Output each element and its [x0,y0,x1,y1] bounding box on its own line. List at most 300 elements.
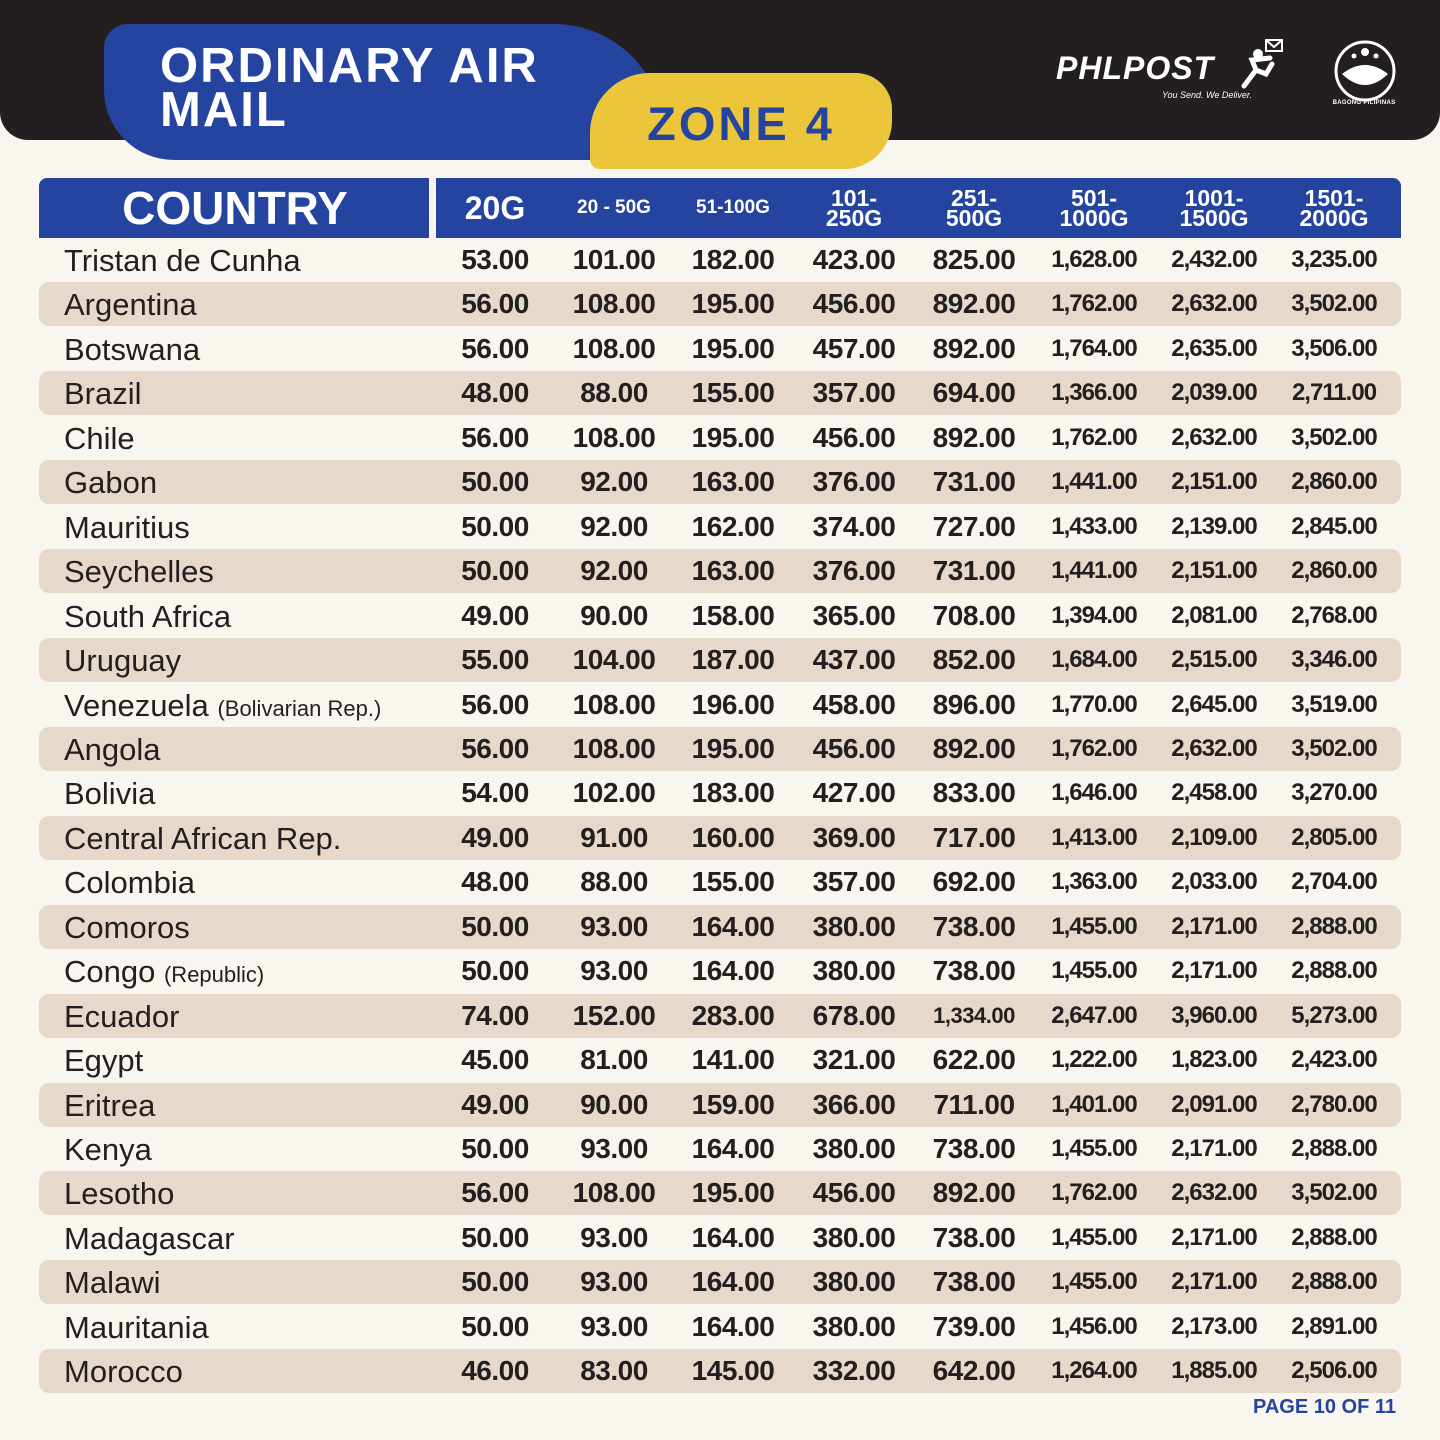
rate-cell: 456.00 [812,1177,896,1209]
country-name [64,549,214,593]
rate-cell: 1,363.00 [1051,868,1137,896]
rate-cell: 738.00 [932,1133,1016,1164]
rate-cell: 196.00 [691,688,775,720]
rate-cell: 2,506.00 [1291,1357,1377,1385]
rate-cell: 56.00 [461,421,529,453]
rate-cell: 2,860.00 [1291,557,1377,585]
rate-cell: 1,334.00 [933,1002,1015,1028]
country-name [64,460,157,504]
table-row [39,727,1401,771]
rate-cell: 738.00 [932,1266,1016,1298]
rate-cell: 162.00 [691,510,775,542]
rate-cell: 2,888.00 [1291,1268,1377,1296]
rate-cell: 1,455.00 [1051,912,1137,940]
rate-cell: 3,506.00 [1291,334,1377,362]
rate-cell: 183.00 [691,777,775,809]
table-row [39,994,1401,1038]
header-weight-col: 501- 1000G [1059,185,1129,231]
rate-cell: 1,413.00 [1051,823,1137,851]
rate-cell: 427.00 [812,777,896,809]
rate-cell: 1,455.00 [1051,957,1137,985]
rate-cell: 88.00 [580,866,648,898]
rate-cell: 3,270.00 [1291,779,1377,807]
country-name [64,238,301,282]
rate-cell: 380.00 [812,1221,896,1253]
rate-cell: 1,762.00 [1051,290,1137,318]
rate-cell: 50.00 [461,1310,529,1342]
country-name [64,771,155,815]
rate-cell: 49.00 [461,599,529,631]
rate-cell: 727.00 [932,510,1016,542]
rate-cell: 1,401.00 [1051,1090,1137,1118]
header-weight-col: 20G [464,190,526,226]
table-row [39,1083,1401,1127]
rate-cell: 2,711.00 [1291,379,1377,407]
rate-cell: 90.00 [580,1088,648,1120]
rate-cell: 1,455.00 [1051,1223,1137,1251]
rate-cell: 2,888.00 [1291,1135,1377,1162]
table-row [39,860,1401,904]
rate-cell: 50.00 [461,555,529,587]
rate-cell: 2,632.00 [1171,423,1257,451]
table-row [39,683,1401,727]
table-row [39,949,1401,993]
rate-cell: 678.00 [812,999,896,1031]
country-label: Uruguay [64,643,182,679]
header-weight-col: 1501- 2000G [1299,185,1369,231]
country-name [64,371,142,415]
rate-cell: 90.00 [580,599,648,631]
country-name [64,594,231,638]
rate-cell: 2,632.00 [1171,734,1257,762]
rate-cell: 54.00 [461,777,529,809]
rate-cell: 195.00 [691,1177,775,1209]
header-country: COUNTRY [122,182,348,234]
rate-cell: 642.00 [932,1355,1016,1387]
rate-cell: 158.00 [691,599,775,631]
rate-cell: 3,346.00 [1291,646,1377,674]
rate-cell: 164.00 [691,955,775,987]
rate-cell: 152.00 [572,999,656,1031]
rate-cell: 731.00 [932,555,1016,587]
country-name [64,949,264,993]
rate-cell: 195.00 [691,732,775,764]
table-row [39,638,1401,682]
rate-cell: 380.00 [812,1310,896,1342]
rate-cell: 50.00 [461,510,529,542]
country-name [64,1171,174,1215]
country-label: Angola [64,731,161,767]
rate-cell: 56.00 [461,332,529,364]
country-name [64,905,190,949]
rate-cell: 380.00 [812,1266,896,1298]
rate-cell: 2,109.00 [1171,823,1257,851]
country-label: Ecuador [64,998,180,1034]
rate-cell: 892.00 [932,1177,1016,1209]
country-label: Chile [64,420,135,456]
rate-cell: 2,151.00 [1171,557,1257,585]
rate-cell: 108.00 [572,1177,656,1209]
rate-cell: 376.00 [812,555,896,587]
country-name [64,1305,209,1349]
country-name [64,683,381,727]
rate-cell: 1,762.00 [1051,734,1137,762]
rate-cell: 48.00 [461,866,529,898]
rate-cell: 83.00 [580,1355,648,1387]
country-label: Botswana [64,331,201,367]
rate-cell: 622.00 [932,1044,1016,1076]
rate-cell: 195.00 [691,332,775,364]
table-row [39,1038,1401,1082]
rate-cell: 2,632.00 [1171,1179,1257,1207]
header-weight-col: 1001- 1500G [1179,185,1249,231]
rate-cell: 456.00 [812,288,896,320]
rate-cell: 2,173.00 [1171,1312,1257,1340]
rate-cell: 456.00 [812,421,896,453]
rate-cell: 3,502.00 [1291,290,1377,318]
page-indicator: PAGE 10 OF 11 [1252,1396,1396,1418]
rate-cell: 104.00 [572,644,656,676]
rate-cell: 3,502.00 [1291,1179,1377,1207]
rate-cell: 892.00 [932,332,1016,364]
table-row [39,549,1401,593]
rate-cell: 380.00 [812,955,896,987]
rate-cell: 2,039.00 [1171,379,1257,407]
rate-cell: 2,780.00 [1291,1090,1377,1118]
table-row [39,771,1401,815]
table-row [39,327,1401,371]
rate-cell: 92.00 [580,510,648,542]
header-weight-col: 251- 500G [945,185,1003,231]
rate-cell: 1,433.00 [1051,512,1137,540]
rate-cell: 2,171.00 [1171,1135,1257,1162]
rate-cell: 369.00 [812,821,896,853]
rate-cell: 56.00 [461,732,529,764]
rate-cell: 366.00 [812,1088,896,1120]
rate-cell: 1,264.00 [1051,1357,1137,1385]
rate-cell: 3,519.00 [1291,690,1377,718]
country-name [64,1260,160,1304]
rate-cell: 155.00 [691,377,775,409]
rate-cell: 1,455.00 [1051,1268,1137,1296]
rate-cell: 108.00 [572,732,656,764]
rate-cell: 2,888.00 [1291,957,1377,985]
rate-cell: 423.00 [812,244,896,275]
rate-cell: 55.00 [461,644,529,676]
table-row [39,1171,1401,1215]
logo-text: PHLPOST [1056,50,1215,86]
rate-cell: 93.00 [580,955,648,987]
rate-cell: 155.00 [691,866,775,898]
country-label: Venezuela [64,687,209,723]
rate-cell: 53.00 [461,244,529,275]
runner-icon [1236,38,1300,90]
rate-cell: 1,885.00 [1171,1357,1257,1385]
rate-cell: 195.00 [691,421,775,453]
country-label: Colombia [64,865,195,901]
rate-cell: 50.00 [461,1221,529,1253]
table-row [39,238,1401,282]
rate-cell: 187.00 [691,644,775,676]
rate-cell: 852.00 [932,644,1016,676]
rate-cell: 195.00 [691,288,775,320]
rate-cell: 93.00 [580,1221,648,1253]
rate-cell: 2,860.00 [1291,468,1377,496]
rate-cell: 141.00 [691,1044,775,1076]
rate-cell: 50.00 [461,1133,529,1164]
rate-cell: 694.00 [932,377,1016,409]
rate-cell: 108.00 [572,332,656,364]
rate-cell: 2,632.00 [1171,290,1257,318]
rate-cell: 708.00 [932,599,1016,631]
rate-cell: 731.00 [932,466,1016,498]
rate-cell: 2,805.00 [1291,823,1377,851]
rate-cell: 380.00 [812,1133,896,1164]
rate-cell: 101.00 [572,244,656,275]
table-row [39,905,1401,949]
country-note: (Republic) [163,962,265,988]
rate-cell: 1,628.00 [1051,246,1137,273]
country-name [64,994,179,1038]
rate-cell: 717.00 [932,821,1016,853]
rate-cell: 163.00 [691,466,775,498]
rate-cell: 91.00 [580,821,648,853]
rate-cell: 825.00 [932,244,1016,275]
rate-cell: 1,684.00 [1051,646,1137,674]
country-name [64,1349,183,1393]
rate-cell: 321.00 [812,1044,896,1076]
rate-cell: 88.00 [580,377,648,409]
table-row [39,371,1401,415]
rate-cell: 738.00 [932,955,1016,987]
rate-cell: 2,171.00 [1171,957,1257,985]
country-label: Egypt [64,1043,144,1079]
table-row [39,460,1401,504]
rate-cell: 2,171.00 [1171,1268,1257,1296]
rate-cell: 102.00 [572,777,656,809]
rate-cell: 5,273.00 [1291,1001,1377,1029]
rate-cell: 108.00 [572,421,656,453]
rate-cell: 164.00 [691,1310,775,1342]
rate-cell: 50.00 [461,910,529,942]
rate-cell: 2,139.00 [1171,512,1257,540]
rate-cell: 182.00 [691,244,775,275]
rate-cell: 163.00 [691,555,775,587]
rate-cell: 2,423.00 [1291,1046,1377,1074]
rate-cell: 2,645.00 [1171,690,1257,718]
rate-cell: 1,394.00 [1051,601,1137,629]
country-label: Central African Rep. [64,820,342,856]
rate-cell: 2,515.00 [1171,646,1257,674]
country-label: Mauritius [64,509,190,545]
rate-cell: 2,888.00 [1291,1223,1377,1251]
rate-cell: 56.00 [461,1177,529,1209]
country-label: Congo [64,954,156,990]
country-name [64,1083,155,1127]
zone-label: ZONE 4 [647,97,835,150]
rate-cell: 159.00 [691,1088,775,1120]
rate-cell: 1,441.00 [1051,557,1137,585]
table-row [39,1216,1401,1260]
country-label: Kenya [64,1132,152,1167]
country-name [64,727,161,771]
rate-cell: 56.00 [461,288,529,320]
header-weight-col: 51-100G [696,197,770,218]
rate-cell: 1,770.00 [1051,690,1137,718]
tagline: You Send. We Deliver. [1162,90,1253,100]
rate-cell: 896.00 [932,688,1016,720]
rate-cell: 692.00 [932,866,1016,898]
country-label: Tristan de Cunha [64,243,301,278]
rate-cell: 3,960.00 [1171,1001,1257,1029]
rate-cell: 92.00 [580,555,648,587]
rate-cell: 164.00 [691,1266,775,1298]
rate-cell: 164.00 [691,1133,775,1164]
table-row [39,1349,1401,1393]
rate-cell: 3,235.00 [1291,246,1377,273]
country-name [64,860,195,904]
rate-cell: 833.00 [932,777,1016,809]
country-label: Morocco [64,1354,183,1390]
rate-cell: 332.00 [812,1355,896,1387]
rate-cell: 1,762.00 [1051,423,1137,451]
country-label: Malawi [64,1265,161,1301]
rate-cell: 357.00 [812,866,896,898]
rate-cell: 892.00 [932,732,1016,764]
rate-cell: 50.00 [461,955,529,987]
rate-cell: 108.00 [572,288,656,320]
table-row [39,1127,1401,1171]
rate-cell: 164.00 [691,910,775,942]
country-name [64,1216,235,1260]
rate-cell: 2,768.00 [1291,601,1377,629]
table-row [39,1260,1401,1304]
rate-cell: 2,635.00 [1171,334,1257,362]
rate-cell: 357.00 [812,377,896,409]
rate-cell: 48.00 [461,377,529,409]
phlpost-logo [1056,50,1316,100]
rate-cell: 1,646.00 [1051,779,1137,807]
country-label: Eritrea [64,1087,156,1123]
rate-cell: 457.00 [812,332,896,364]
rate-cell: 81.00 [580,1044,648,1076]
rate-cell: 45.00 [461,1044,529,1076]
rate-cell: 1,222.00 [1051,1046,1137,1074]
country-label: Seychelles [64,554,214,590]
rate-cell: 2,891.00 [1291,1312,1377,1340]
country-label: Gabon [64,465,158,501]
rate-cell: 2,081.00 [1171,601,1257,629]
table-row [39,282,1401,326]
rate-cell: 93.00 [580,910,648,942]
rate-cell: 2,704.00 [1291,868,1377,896]
rate-cell: 93.00 [580,1266,648,1298]
rate-cell: 376.00 [812,466,896,498]
country-name [64,816,341,860]
country-label: Madagascar [64,1220,235,1256]
seal-label: BAGONG PILIPINAS [1332,100,1396,106]
rate-cell: 108.00 [572,688,656,720]
country-note: (Bolivarian Rep.) [217,695,382,721]
rate-cell: 92.00 [580,466,648,498]
country-name [64,638,181,682]
rate-cell: 1,441.00 [1051,468,1137,496]
rate-cell: 49.00 [461,821,529,853]
rate-cell: 74.00 [461,999,529,1031]
rate-cell: 458.00 [812,688,896,720]
rate-cell: 145.00 [691,1355,775,1387]
rate-cell: 892.00 [932,421,1016,453]
table-row [39,1305,1401,1349]
table-row [39,416,1401,460]
rate-cell: 2,458.00 [1171,779,1257,807]
rate-cell: 2,033.00 [1171,868,1257,896]
country-name [64,416,135,460]
rate-cell: 3,502.00 [1291,734,1377,762]
rate-cell: 283.00 [691,999,775,1031]
country-label: Mauritania [64,1309,209,1345]
table-row [39,816,1401,860]
rate-cell: 93.00 [580,1310,648,1342]
rate-cell: 93.00 [580,1133,648,1164]
rate-cell: 892.00 [932,288,1016,320]
table-row [39,594,1401,638]
rate-cell: 2,151.00 [1171,468,1257,496]
header-weight-col: 101- 250G [825,185,883,231]
rate-cell: 374.00 [812,510,896,542]
country-label: South Africa [64,598,232,634]
rate-cell: 1,456.00 [1051,1312,1137,1340]
rate-cell: 1,823.00 [1171,1046,1257,1074]
rate-cell: 739.00 [932,1310,1016,1342]
rate-cell: 46.00 [461,1355,529,1387]
rate-cell: 2,171.00 [1171,1223,1257,1251]
rate-cell: 2,888.00 [1291,912,1377,940]
rate-cell: 2,845.00 [1291,512,1377,540]
rate-cell: 49.00 [461,1088,529,1120]
rate-cell: 1,366.00 [1051,379,1137,407]
rate-cell: 365.00 [812,599,896,631]
rate-cell: 456.00 [812,732,896,764]
country-label: Argentina [64,287,197,323]
rate-cell: 3,502.00 [1291,423,1377,451]
rate-cell: 738.00 [932,910,1016,942]
rate-cell: 50.00 [461,1266,529,1298]
country-name [64,1127,152,1171]
table-row [39,505,1401,549]
rate-cell: 160.00 [691,821,775,853]
rate-cell: 2,647.00 [1051,1001,1137,1029]
rate-cell: 437.00 [812,644,896,676]
country-name [64,1038,143,1082]
country-name [64,505,190,549]
bagong-pilipinas-seal-icon [1334,40,1396,102]
page-title: ORDINARY AIR MAIL [160,39,539,137]
rate-cell: 1,764.00 [1051,334,1137,362]
rate-cell: 2,432.00 [1171,246,1257,273]
country-label: Bolivia [64,776,156,812]
rate-cell: 711.00 [933,1088,1015,1120]
country-label: Comoros [64,909,190,945]
country-label: Brazil [64,376,142,412]
header-weight-col: 20 - 50G [577,197,651,218]
rate-cell: 164.00 [691,1221,775,1253]
rate-cell: 50.00 [461,466,529,498]
rate-cell: 380.00 [812,910,896,942]
country-name [64,282,197,326]
rate-cell: 1,762.00 [1051,1179,1137,1207]
country-name [64,327,200,371]
